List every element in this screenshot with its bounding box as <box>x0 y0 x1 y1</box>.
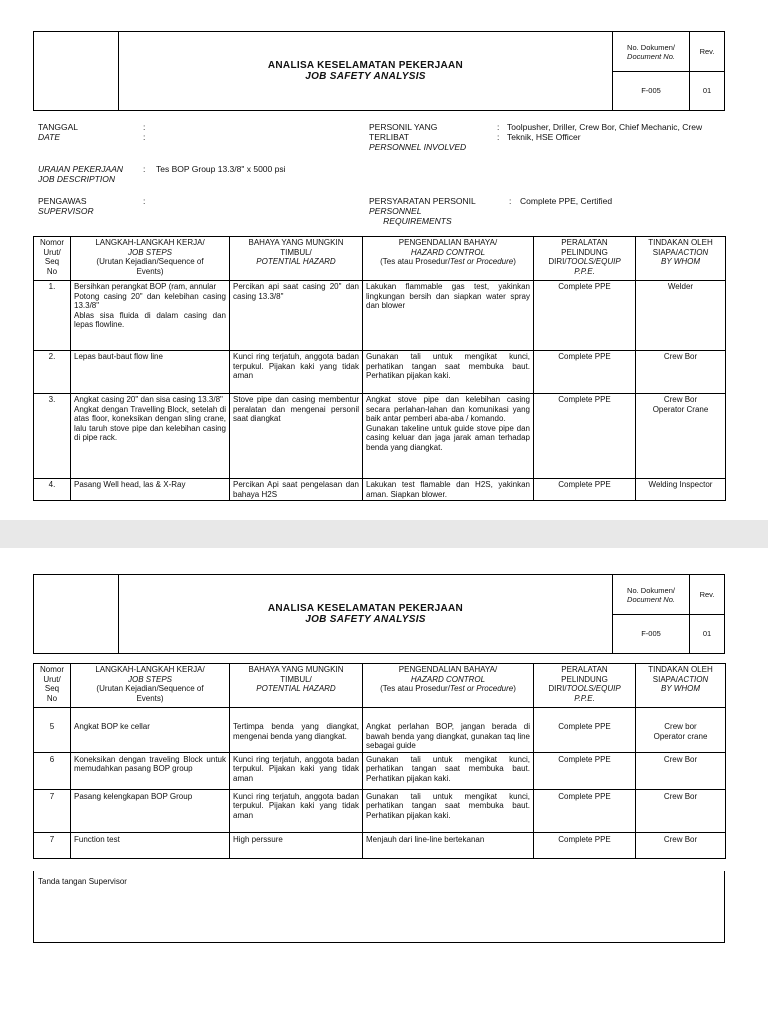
col-header-hazard: BAHAYA YANG MUNGKIN TIMBUL/ POTENTIAL HAZARD <box>230 237 363 281</box>
col-header-action: TINDAKAN OLEH SIAPA/ACTION BY WHOM <box>636 664 726 708</box>
job-step <box>71 708 230 753</box>
table-row <box>34 752 726 789</box>
table-row <box>34 789 726 832</box>
hazard-control: Lakukan flammable gas test, yakinkan lingkungan bersih dan siapkan water spray dan blower <box>363 281 534 351</box>
document-subtitle: JOB SAFETY ANALYSIS <box>305 71 426 82</box>
col-header-control: PENGENDALIAN BAHAYA/ HAZARD CONTROL (Tes atau Prosedur/Test or Procedure) <box>363 664 534 708</box>
date-colon-2: : <box>143 132 146 142</box>
ppe-value: Complete PPE <box>534 708 636 753</box>
col-header-no: Nomor Urut/ Seq No <box>34 664 71 708</box>
table-row <box>34 394 726 479</box>
personnel-value: Toolpusher, Driller, Crew Bor, Chief Mechanic, Crew Teknik, HSE Officer <box>507 122 703 142</box>
potential-hazard: Kunci ring terjatuh, anggota badan terpukul. Pijakan kaki yang tidak aman <box>230 789 363 832</box>
action-by-whom: Crew bor Operator crane <box>636 708 726 753</box>
job-step <box>71 281 230 351</box>
row-number: 1. <box>34 281 71 351</box>
personnel-label: PERSONIL YANG TERLIBAT PERSONNEL INVOLVED <box>369 122 467 152</box>
potential-hazard: Kunci ring terjatuh, anggota badan terpukul. Pijakan kaki yang tidak aman <box>230 752 363 789</box>
rev-label-2: Rev. <box>699 590 715 599</box>
hazard-control: Gunakan tali untuk mengikat kunci, perhatikan tangan saat membuka baut. Perhatikan pijakan kaki. <box>363 789 534 832</box>
job-description-colon: : <box>143 164 146 174</box>
date-label: TANGGAL DATE <box>38 122 78 142</box>
ppe-value: Complete PPE <box>534 281 636 351</box>
jsa-table-2 <box>33 663 726 859</box>
action-by-whom: Crew Bor <box>636 351 726 394</box>
supervisor-signature-box <box>33 871 725 943</box>
row-number: 5 <box>34 708 71 753</box>
page-2 <box>0 548 768 1024</box>
document-subtitle-2: JOB SAFETY ANALYSIS <box>305 614 426 625</box>
personnel-colon: : <box>497 122 500 132</box>
document-meta <box>612 32 724 110</box>
doc-no-label: No. Dokumen/ <box>627 42 675 52</box>
job-step <box>71 394 230 479</box>
row-number: 2. <box>34 351 71 394</box>
hazard-control: Gunakan tali untuk mengikat kunci, perhatikan tangan saat membuka baut. Perhatikan pijakan kaki. <box>363 351 534 394</box>
job-step-line: Pasang kelengkapan BOP Group <box>74 791 193 801</box>
row-number: 4. <box>34 479 71 501</box>
rev-label: Rev. <box>699 47 715 56</box>
document-header-2 <box>33 574 725 654</box>
potential-hazard: Tertimpa benda yang diangkat, mengenai benda yang diangkat. <box>230 708 363 753</box>
job-step-line: Function test <box>74 834 120 844</box>
ppe-value: Complete PPE <box>534 789 636 832</box>
job-step <box>71 789 230 832</box>
job-step-line: Koneksikan dengan traveling Block untuk memudahkan pasang BOP group <box>74 754 226 773</box>
table-row <box>34 281 726 351</box>
col-header-ppe: PERALATAN PELINDUNG DIRI/TOOLS/EQUIP P.P.E. <box>534 664 636 708</box>
date-colon: : <box>143 122 146 132</box>
ppe-value: Complete PPE <box>534 351 636 394</box>
jsa-table-1 <box>33 236 726 501</box>
potential-hazard: Kunci ring terjatuh, anggota badan terpukul. Pijakan kaki yang tidak aman <box>230 351 363 394</box>
requirements-colon: : <box>509 196 512 206</box>
col-header-hazard: BAHAYA YANG MUNGKIN TIMBUL/ POTENTIAL HAZARD <box>230 664 363 708</box>
col-header-steps: LANGKAH-LANGKAH KERJA/ JOB STEPS (Urutan Kejadian/Sequence of Events) <box>71 664 230 708</box>
job-step <box>71 832 230 858</box>
action-by-whom: Welder <box>636 281 726 351</box>
doc-no-value: F-005 <box>613 71 690 110</box>
doc-no-value-2: F-005 <box>613 614 690 653</box>
job-step-line: Lepas baut-baut flow line <box>74 352 163 361</box>
document-header <box>33 31 725 111</box>
table-row <box>34 351 726 394</box>
hazard-control: Menjauh dari line-line bertekanan <box>363 832 534 858</box>
action-by-whom: Crew Bor Operator Crane <box>636 394 726 479</box>
table-row <box>34 479 726 501</box>
potential-hazard: Percikan Api saat pengelasan dan bahaya H2S <box>230 479 363 501</box>
job-step-line: Angkat dengan Travelling Block, setelah di atas floor, koneksikan dengan sling crane, lalu taruh stove pipe dan kelebihan casing di pipe rack. <box>74 404 226 442</box>
row-number: 3. <box>34 394 71 479</box>
doc-no-label-2: No. Dokumen/ <box>627 585 675 595</box>
job-step-line: Bersihkan perangkat BOP (ram, annular <box>74 282 217 291</box>
table-row <box>34 832 726 858</box>
logo-box <box>34 32 119 110</box>
doc-no-label-en-2: Document No. <box>627 594 675 604</box>
job-step <box>71 351 230 394</box>
logo-box-2 <box>34 575 119 653</box>
job-step-line: Ablas sisa fluida di dalam casing dan lepas flowline. <box>74 310 226 329</box>
potential-hazard: High perssure <box>230 832 363 858</box>
row-number: 7 <box>34 789 71 832</box>
action-by-whom: Crew Bor <box>636 752 726 789</box>
ppe-value: Complete PPE <box>534 832 636 858</box>
table-row <box>34 708 726 753</box>
table-header-row <box>34 664 726 708</box>
ppe-value: Complete PPE <box>534 479 636 501</box>
col-header-no: Nomor Urut/ Seq No <box>34 237 71 281</box>
potential-hazard: Percikan api saat casing 20" dan casing 13.3/8" <box>230 281 363 351</box>
job-step-line: Angkat casing 20" dan sisa casing 13.3/8" <box>74 395 223 404</box>
job-description-value: Tes BOP Group 13.3/8" x 5000 psi <box>156 164 286 174</box>
hazard-control: Lakukan test flamable dan H2S, yakinkan aman. Siapkan blower. <box>363 479 534 501</box>
doc-no-label-en: Document No. <box>627 51 675 61</box>
hazard-control: Gunakan tali untuk mengikat kunci, perhatikan tangan saat membuka baut. Perhatikan pijakan kaki. <box>363 752 534 789</box>
col-header-control: PENGENDALIAN BAHAYA/ HAZARD CONTROL (Tes atau Prosedur/Test or Procedure) <box>363 237 534 281</box>
hazard-control: Angkat stove pipe dan kelebihan casing secara perlahan-lahan dan komunikasi yang baik antar pemberi aba-aba / komando. Gunakan takeline untuk guide stove pipe dan casing keluar dan jaga jarak aman terhadap benda yang diangkat. <box>363 394 534 479</box>
col-header-ppe: PERALATAN PELINDUNG DIRI/TOOLS/EQUIP P.P.E. <box>534 237 636 281</box>
requirements-label: PERSYARATAN PERSONIL PERSONNEL REQUIREMENTS <box>369 196 476 226</box>
job-step-line: Potong casing 20" dan kelebihan casing 13.3/8" <box>74 291 226 310</box>
personnel-colon-2: : <box>497 132 500 142</box>
job-step-line: Pasang Well head, las & X-Ray <box>74 480 186 489</box>
col-header-action: TINDAKAN OLEH SIAPA/ACTION BY WHOM <box>636 237 726 281</box>
document-title: ANALISA KESELAMATAN PEKERJAAN <box>267 60 464 71</box>
signature-label: Tanda tangan Supervisor <box>38 877 127 886</box>
requirements-value: Complete PPE, Certified <box>520 196 613 206</box>
potential-hazard: Stove pipe dan casing membentur peralatan dan mengenai personil saat diangkat <box>230 394 363 479</box>
rev-value: 01 <box>702 86 712 95</box>
row-number: 7 <box>34 832 71 858</box>
hazard-control: Angkat perlahan BOP, jangan berada di bawah benda yang diangkat, gunakan taq line sebagai guide <box>363 708 534 753</box>
document-meta-2 <box>612 575 724 653</box>
job-step-line: Angkat BOP ke cellar <box>74 722 150 731</box>
row-number: 6 <box>34 752 71 789</box>
action-by-whom: Welding Inspector <box>636 479 726 501</box>
job-description-label: URAIAN PEKERJAAN JOB DESCRIPTION <box>38 164 124 184</box>
col-header-steps: LANGKAH-LANGKAH KERJA/ JOB STEPS (Urutan Kejadian/Sequence of Events) <box>71 237 230 281</box>
job-step <box>71 752 230 789</box>
job-step <box>71 479 230 501</box>
ppe-value: Complete PPE <box>534 752 636 789</box>
action-by-whom: Crew Bor <box>636 789 726 832</box>
supervisor-label: PENGAWAS SUPERVISOR <box>38 196 94 216</box>
table-header-row <box>34 237 726 281</box>
ppe-value: Complete PPE <box>534 394 636 479</box>
rev-value-2: 01 <box>702 629 712 638</box>
action-by-whom: Crew Bor <box>636 832 726 858</box>
supervisor-colon: : <box>143 196 146 206</box>
document-title-2: ANALISA KESELAMATAN PEKERJAAN <box>267 603 464 614</box>
